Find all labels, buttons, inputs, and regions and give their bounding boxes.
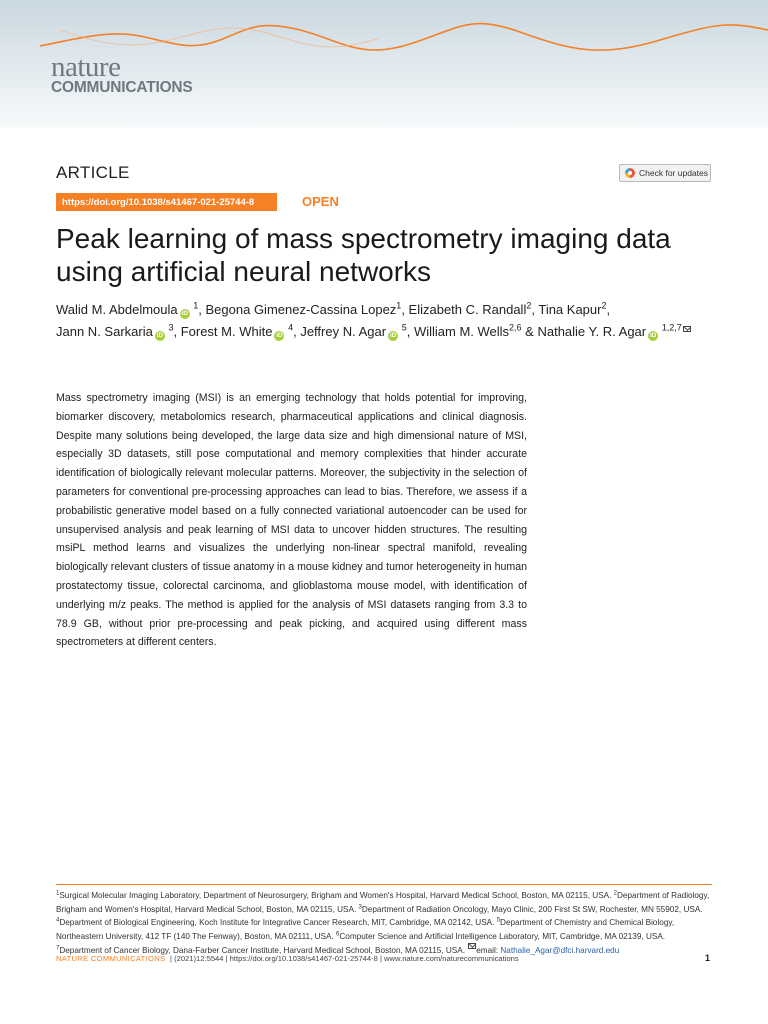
affiliation-number: 2 <box>613 890 618 897</box>
author-affiliation-ref: 1,2,7 <box>661 322 682 333</box>
email-envelope-icon[interactable] <box>683 326 691 332</box>
affiliation-number: 4 <box>56 917 60 924</box>
author-affiliation-ref: 2 <box>601 300 607 311</box>
affiliations-footnote <box>56 889 712 958</box>
author-name[interactable]: Forest M. White <box>180 324 273 339</box>
orcid-icon[interactable]: iD <box>276 332 283 339</box>
author-name[interactable]: Jeffrey N. Agar <box>300 324 387 339</box>
author-name[interactable]: Jann N. Sarkaria <box>56 324 153 339</box>
author-separator: , <box>531 302 539 317</box>
author-affiliation-ref: 1 <box>193 300 199 311</box>
affiliation-number: 5 <box>496 917 501 924</box>
author-list <box>56 299 736 343</box>
author-affiliation-ref: 2,6 <box>509 322 522 333</box>
author-separator: , <box>198 302 206 317</box>
email-label: email: <box>476 946 501 956</box>
open-access-label: OPEN <box>302 194 339 209</box>
author-name[interactable]: Nathalie Y. R. Agar <box>537 324 647 339</box>
author-affiliation-ref: 3 <box>168 322 174 333</box>
author-line <box>56 299 736 321</box>
article-type-label: ARTICLE <box>56 163 130 182</box>
orcid-icon[interactable]: iD <box>649 332 657 339</box>
author-name[interactable]: William M. Wells <box>413 324 510 339</box>
crossmark-icon <box>625 168 635 178</box>
abstract-paragraph: Mass spectrometry imaging (MSI) is an emerging technology that holds potential for improving, biomarker discovery, metabolomics research, pharmaceutical applications and clinical diagnosis. Despite many solutions being developed, the large data size and high dimensional nature of MSI, especially 3D datasets, still pose computational and memory complexities that hinder accurate identification of biologically relevant molecular patterns. Moreover, the subjectivity in the selection of parameters for conventional pre-processing approaches can lead to bias. Therefore, we assess if a probabilistic generative model based on a fully connected variational autoencoder can be used for unsupervised analysis and peak learning of MSI data to uncover hidden structures. The resulting msiPL method learns and visualizes the underlying non-linear spectral manifold, revealing biologically relevant clusters of tissue anatomy in a mouse kidney and tumor heterogeneity in human prostatectomy tissue, colorectal carcinoma, and glioblastoma mouse model, with identification of underlying m/z peaks. The method is applied for the analysis of MSI datasets ranging from 3.3 to 78.9 GB, without prior pre-processing and peak picking, and acquired using different mass spectrometers at different centers. <box>56 392 527 649</box>
journal-header <box>0 0 768 128</box>
author-affiliation-ref: 1 <box>396 300 402 311</box>
email-envelope-icon <box>468 943 476 949</box>
affiliation-text: Department of Radiation Oncology, Mayo Clinic, 200 First St SW, Rochester, MN 55902, USA. <box>361 904 703 914</box>
footer-citation-info: | (2021)12:5544 | https://doi.org/10.1038/s41467-021-25744-8 | www.nature.com/naturecommunications <box>170 954 519 963</box>
page-number: 1 <box>705 953 711 963</box>
author-line <box>56 321 736 343</box>
author-separator: , <box>406 324 414 339</box>
author-name[interactable]: Tina Kapur <box>538 302 602 317</box>
affiliation-text: Department of Radiology, Brigham and Women's Hospital, Harvard Medical School, Boston, MA 02115, USA. <box>56 891 710 914</box>
author-name[interactable]: Elizabeth C. Randall <box>408 302 527 317</box>
footnote-divider <box>56 884 712 885</box>
author-separator: , <box>293 324 301 339</box>
check-for-updates-button[interactable] <box>619 164 711 182</box>
author-affiliation-ref: 4 <box>288 322 294 333</box>
doi-link[interactable]: https://doi.org/10.1038/s41467-021-25744-8 <box>56 193 277 211</box>
author-separator: , <box>173 324 181 339</box>
affiliation-number: 1 <box>56 890 60 897</box>
article-title <box>56 222 736 288</box>
affiliation-number: 3 <box>358 903 362 910</box>
author-affiliation-ref: 2 <box>526 300 532 311</box>
corresponding-email-link[interactable]: Nathalie_Agar@dfci.harvard.edu <box>500 946 620 956</box>
article-title-line: Peak learning of mass spectrometry imaging data <box>56 223 671 254</box>
orcid-icon[interactable]: iD <box>181 310 188 317</box>
article-title-line: using artificial neural networks <box>56 256 432 287</box>
author-separator: , <box>606 302 611 317</box>
affiliation-text: Department of Biological Engineering, Koch Institute for Integrative Cancer Research, MIT, Cambridge, MA 02142, USA. <box>59 918 497 928</box>
orcid-icon[interactable]: iD <box>156 332 164 339</box>
affiliation-number: 7 <box>56 945 60 952</box>
affiliation-text: Computer Science and Artificial Intelligence Laboratory, MIT, Cambridge, MA 02139, USA. <box>339 931 666 941</box>
author-name[interactable]: Begona Gimenez-Cassina Lopez <box>205 302 397 317</box>
footer-journal-name[interactable]: NATURE COMMUNICATIONS <box>56 954 166 963</box>
affiliation-number: 6 <box>336 931 340 938</box>
affiliation-text: Surgical Molecular Imaging Laboratory, Department of Neurosurgery, Brigham and Women's Hospital, Harvard Medical School, Boston, MA 02115, USA. <box>59 891 614 900</box>
journal-logo-nature[interactable]: nature <box>51 51 121 83</box>
author-separator: , <box>401 302 409 317</box>
author-name[interactable]: Walid M. Abdelmoula <box>56 302 178 317</box>
author-affiliation-ref: 5 <box>401 322 407 333</box>
orcid-icon[interactable]: iD <box>389 332 397 339</box>
author-separator: & <box>521 324 538 339</box>
journal-logo-communications[interactable]: COMMUNICATIONS <box>51 79 193 96</box>
affiliation-text: Department of Cancer Biology, Dana-Farber Cancer Institute, Harvard Medical School, Boston, MA 02115, USA. <box>59 946 468 956</box>
check-for-updates-label: Check for updates <box>639 168 708 178</box>
affiliation-text: Department of Chemistry and Chemical Biology, Northeastern University, 412 TF (140 The Fenway), Boston, MA 02111, USA. <box>56 918 675 941</box>
